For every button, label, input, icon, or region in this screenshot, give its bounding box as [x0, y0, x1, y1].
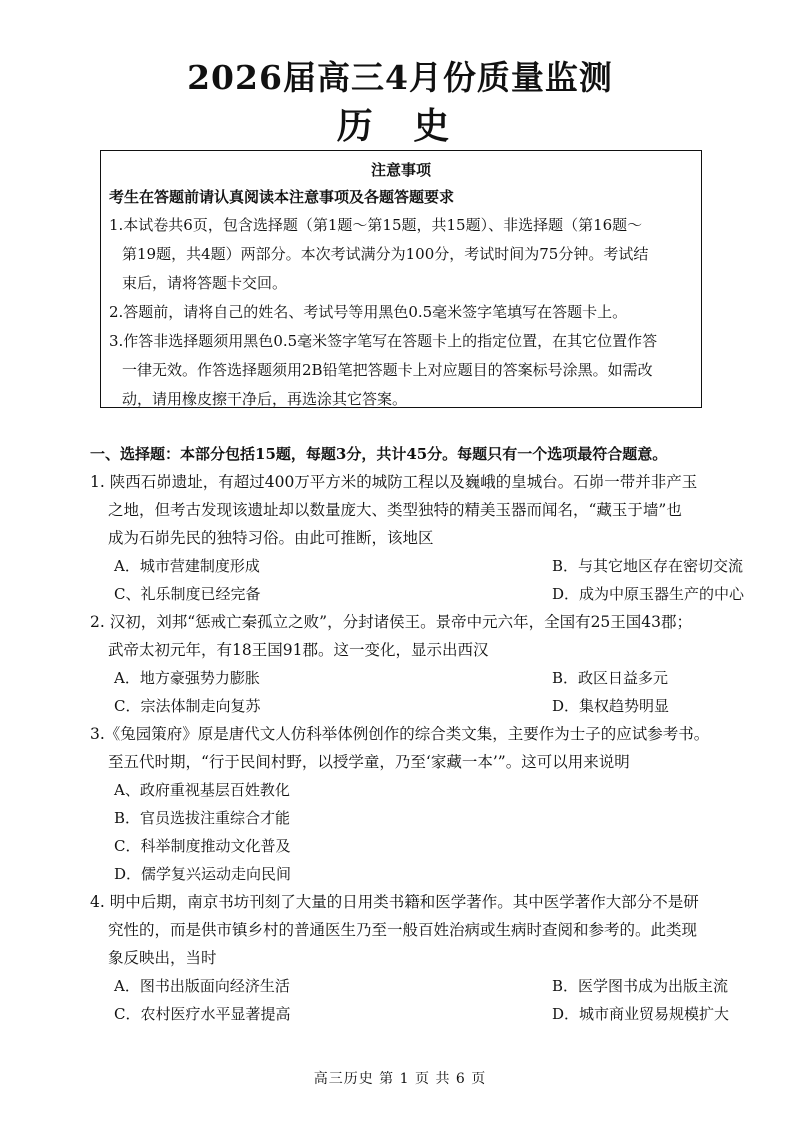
- notice-line: 一律无效。作答选择题须用2B铅笔把答题卡上对应题目的答案标号涂黑。如需改: [122, 361, 653, 379]
- question-stem-line: 武帝太初元年，有18王国91郡。这一变化，显示出西汉: [108, 641, 489, 659]
- option-b: B．与其它地区存在密切交流: [552, 557, 744, 575]
- option-c: C．宗法体制走向复苏: [114, 697, 261, 715]
- option-a: A．地方豪强势力膨胀: [114, 669, 260, 687]
- notice-line: 2.答题前，请将自己的姓名、考试号等用黑色0.5毫米签字笔填写在答题卡上。: [109, 303, 628, 321]
- notice-line: 第19题，共4题）两部分。本次考试满分为100分，考试时间为75分钟。考试结: [122, 245, 649, 263]
- question-stem-line: 2. 汉初，刘邦“惩戒亡秦孤立之败”，分封诸侯王。景帝中元六年，全国有25王国43郡；: [90, 613, 693, 631]
- exam-subject: 历 史: [336, 105, 464, 147]
- option-d: D．集权趋势明显: [552, 697, 670, 715]
- question-stem-line: 之地，但考古发现该遗址却以数量庞大、类型独特的精美玉器而闻名，“藏玉于墙”也: [108, 501, 682, 519]
- option-a: A．城市营建制度形成: [114, 557, 260, 575]
- question-4: [90, 888, 750, 1028]
- exam-title: 2026届高三4月份质量监测: [187, 58, 613, 97]
- question-stem-line: 1. 陕西石峁遗址，有超过400万平方米的城防工程以及巍峨的皇城台。石峁一带并非产玉: [90, 473, 698, 491]
- notice-item-1: [109, 211, 693, 298]
- question-stem-line: 究性的，而是供市镇乡村的普通医生乃至一般百姓治病或生病时查阅和参考的。此类现: [108, 921, 698, 939]
- notice-line: 1.本试卷共6页，包含选择题（第1题～第15题，共15题）、非选择题（第16题～: [109, 216, 643, 234]
- option-c: C．科举制度推动文化普及: [114, 837, 291, 855]
- notice-line: 束后，请将答题卡交回。: [122, 274, 288, 292]
- notice-lead: 考生在答题前请认真阅读本注意事项及各题答题要求: [109, 188, 455, 206]
- page-footer: 高三历史 第 1 页 共 6 页: [313, 1071, 487, 1087]
- question-stem-line: 成为石峁先民的独特习俗。由此可推断，该地区: [108, 529, 434, 547]
- notice-box: [100, 150, 702, 408]
- option-d: D．城市商业贸易规模扩大: [552, 1005, 730, 1023]
- option-c: C．农村医疗水平显著提高: [114, 1005, 291, 1023]
- option-a: A、政府重视基层百姓教化: [114, 781, 290, 799]
- question-2: [90, 608, 750, 720]
- option-a: A．图书出版面向经济生活: [114, 977, 290, 995]
- option-b: B．医学图书成为出版主流: [552, 977, 729, 995]
- section-heading: 一、选择题：本部分包括15题，每题3分，共计45分。每题只有一个选项最符合题意。: [90, 445, 668, 463]
- option-b: B．官员选拔注重综合才能: [114, 809, 291, 827]
- option-d: D．成为中原玉器生产的中心: [552, 585, 745, 603]
- notice-item-2: [109, 298, 693, 327]
- option-d: D．儒学复兴运动走向民间: [114, 865, 292, 883]
- question-stem-line: 象反映出，当时: [108, 949, 217, 967]
- question-stem-line: 至五代时期，“行于民间村野，以授学童，乃至‘家藏一本’”。这可以用来说明: [108, 753, 630, 771]
- notice-line: 动，请用橡皮擦干净后，再选涂其它答案。: [122, 390, 408, 408]
- question-1: [90, 468, 750, 608]
- notice-item-3: [109, 327, 693, 414]
- question-stem-line: 4. 明中后期，南京书坊刊刻了大量的日用类书籍和医学著作。其中医学著作大部分不是研: [90, 893, 699, 911]
- notice-line: 3.作答非选择题须用黑色0.5毫米签字笔写在答题卡上的指定位置，在其它位置作答: [109, 332, 658, 350]
- question-3: [90, 720, 750, 888]
- option-c: C、礼乐制度已经完备: [114, 585, 261, 603]
- question-stem-line: 3.《兔园策府》原是唐代文人仿科举体例创作的综合类文集，主要作为士子的应试参考书。: [90, 725, 710, 743]
- questions-area: [90, 440, 750, 1028]
- notice-title: 注意事项: [370, 161, 431, 179]
- option-b: B．政区日益多元: [552, 669, 669, 687]
